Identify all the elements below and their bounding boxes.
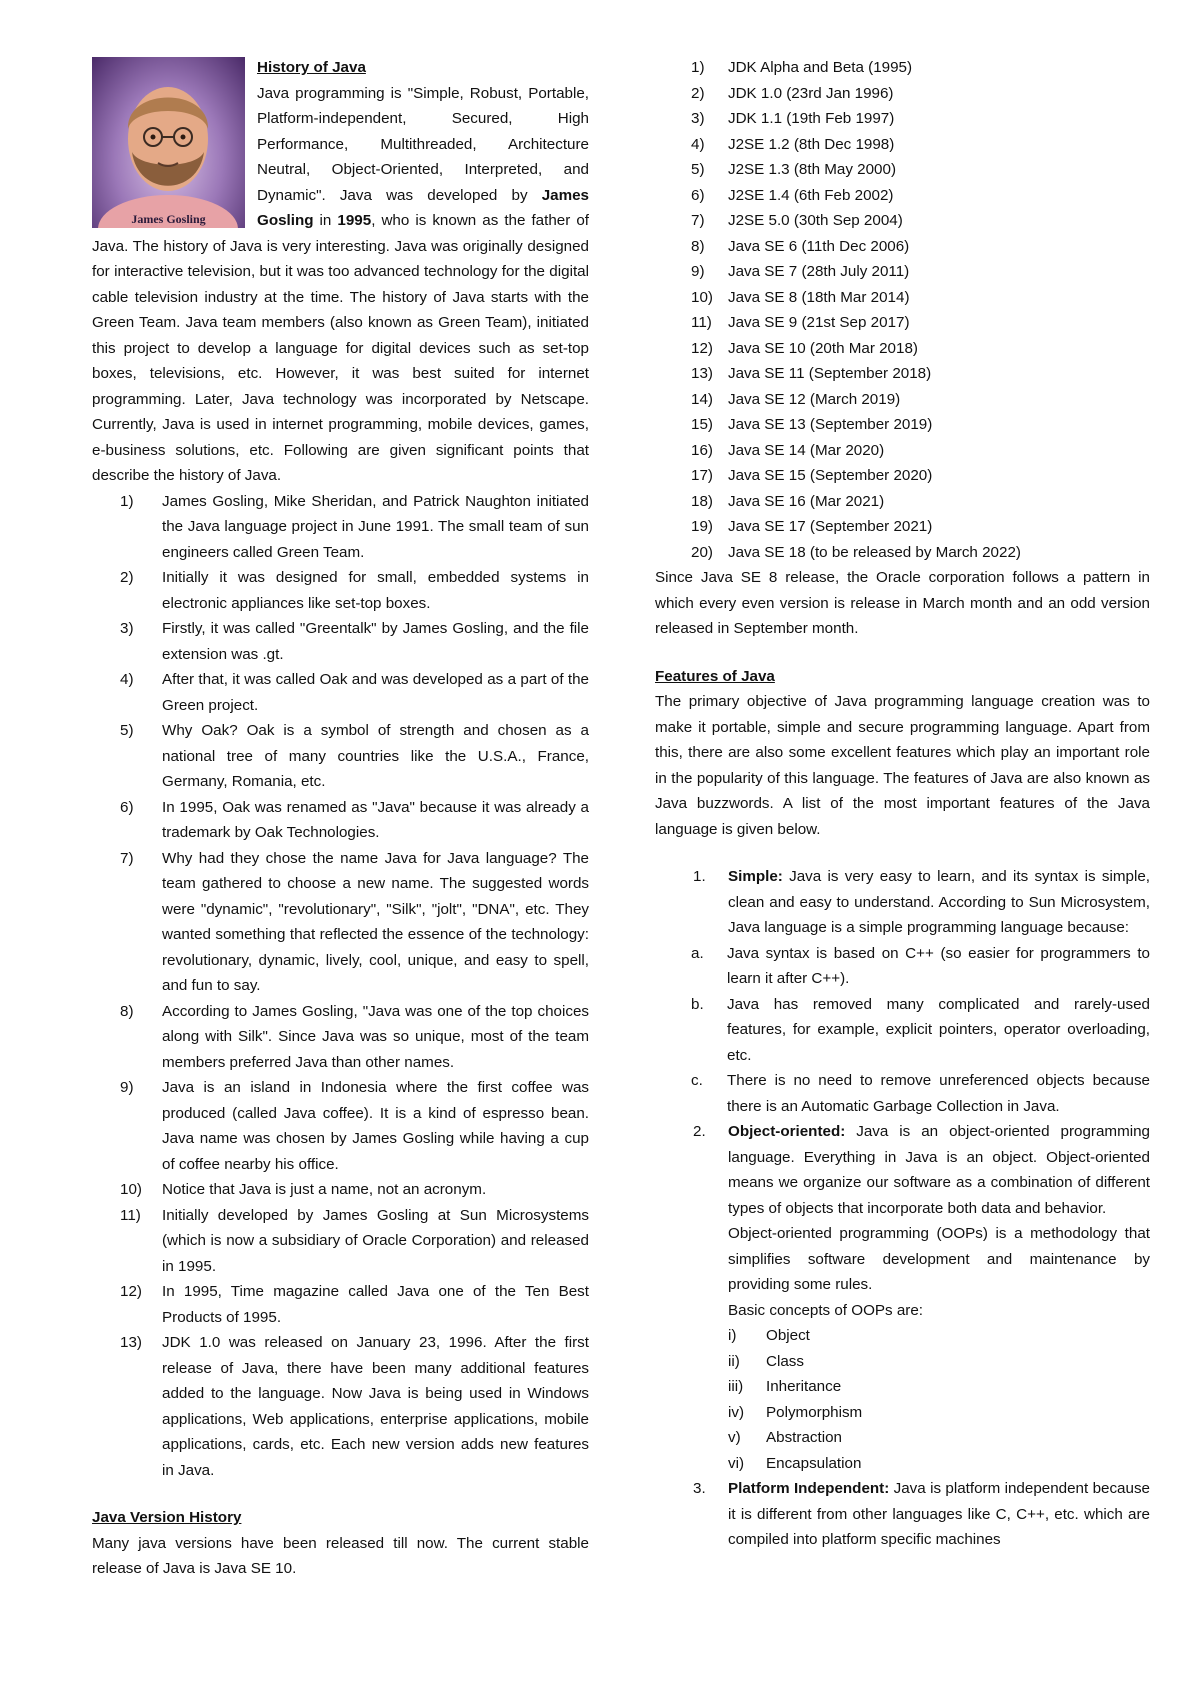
list-item: [92, 667, 589, 718]
feature-label: Simple:: [728, 868, 783, 885]
list-text: Polymorphism: [766, 1403, 863, 1421]
list-text: Java SE 13 (September 2019): [728, 416, 933, 433]
list-number: 9): [691, 263, 705, 280]
features-heading: Features of Java: [655, 667, 775, 685]
list-text: Java SE 11 (September 2018): [728, 365, 932, 382]
list-number: 4): [691, 135, 705, 153]
list-text: Inheritance: [766, 1378, 842, 1395]
list-text: Java syntax is based on C++ (so easier for programmers to learn it after C++).: [727, 944, 1150, 987]
list-number: ii): [728, 1352, 740, 1370]
list-text: Why had they chose the name Java for Java language? The team gathered to choose a new name. The suggested words were "dynamic", "revolutionary", "Silk", "jolt", "DNA", etc. They wanted something that reflected the essence of the technology: revolutionary, dynamic, lively, cool, unique, and easy to spell, and fun to say.: [162, 849, 589, 994]
oop-concepts-list: [728, 1323, 1150, 1476]
list-number: 16): [691, 441, 713, 459]
list-number: i): [728, 1327, 737, 1344]
list-text: Encapsulation: [766, 1454, 862, 1472]
list-item: [655, 540, 1150, 566]
list-number: 9): [120, 1079, 134, 1096]
list-number: 15): [691, 416, 713, 433]
list-text: Firstly, it was called "Greentalk" by James Gosling, and the file extension was .gt.: [162, 620, 589, 663]
feature-text: Java is an object-oriented programming language. Everything in Java is an object. Object-oriented means we organize our software as a combination of different types of objects that incorporate both data and behavior.: [728, 1123, 1150, 1217]
list-number: 1.: [693, 868, 706, 885]
list-item: [92, 718, 589, 795]
list-item: [655, 1068, 1150, 1119]
list-number: 3): [120, 620, 134, 637]
list-number: 7): [120, 849, 134, 867]
list-number: 8): [120, 1002, 134, 1020]
list-item: [655, 157, 1150, 183]
list-text: Initially developed by James Gosling at Sun Microsystems (which is now a subsidiary of Oracle Corporation) and released in 1995.: [162, 1206, 589, 1275]
list-text: Notice that Java is just a name, not an acronym.: [162, 1181, 487, 1198]
list-text: Java SE 6 (11th Dec 2006): [728, 237, 910, 255]
list-item: [655, 208, 1150, 234]
list-number: 6): [691, 186, 705, 204]
list-number: 8): [691, 237, 705, 255]
list-text: Java SE 15 (September 2020): [728, 467, 933, 484]
list-text: JDK 1.0 (23rd Jan 1996): [728, 84, 894, 102]
list-text: J2SE 5.0 (30th Sep 2004): [728, 212, 903, 229]
list-text: Java SE 12 (March 2019): [728, 390, 901, 408]
list-item: [728, 1400, 1150, 1426]
list-item: [655, 336, 1150, 362]
list-item: [92, 1075, 589, 1177]
list-number: 6): [120, 798, 134, 816]
list-item: [92, 1279, 589, 1330]
intro-bold-name: James Gosling: [257, 186, 589, 229]
list-number: v): [728, 1429, 741, 1446]
list-text: Why Oak? Oak is a symbol of strength and chosen as a national tree of many countries like the U.S.A., France, Germany, Romania, etc.: [162, 722, 589, 790]
list-item: [728, 1323, 1150, 1349]
list-number: 20): [691, 543, 713, 561]
list-number: c.: [691, 1072, 703, 1089]
list-item: [655, 132, 1150, 158]
intro-text-1: Java programming is "Simple, Robust, Portable, Platform-independent, Secured, High Performance, Multithreaded, Architecture Neutral, Object-Oriented, Interpreted, and Dynamic". Java was developed by: [257, 84, 589, 204]
list-text: JDK Alpha and Beta (1995): [728, 59, 913, 76]
list-text: Java SE 9 (21st Sep 2017): [728, 314, 910, 331]
version-list: [655, 55, 1150, 565]
list-text: James Gosling, Mike Sheridan, and Patrick Naughton initiated the Java language project in June 1991. The small team of sun engineers called Green Team.: [162, 492, 589, 561]
list-text: Abstraction: [766, 1429, 842, 1446]
list-text: Java SE 18 (to be released by March 2022): [728, 543, 1021, 561]
list-number: 4): [120, 671, 134, 688]
section-spacer: [655, 642, 1150, 664]
feature-simple: [655, 864, 1150, 1119]
list-item: [655, 438, 1150, 464]
list-text: Java has removed many complicated and rarely-used features, for example, explicit pointers, operator overloading, etc.: [727, 995, 1150, 1064]
portrait-caption: James Gosling: [131, 212, 206, 226]
list-number: 1): [120, 492, 134, 510]
list-item: [655, 81, 1150, 107]
history-points-list: [92, 489, 589, 1484]
intro-text-3: , who is known as the father of Java. The history of Java is very interesting. Java was originally designed for interactive television, but it was too advanced technology for the digital cable television industry at the time. The history of Java starts with the Green Team. Java team members (also known as Green Team), initiated this project to develop a language for digital devices such as set-top boxes, televisions, etc. However, it was best suited for internet programming. Later, Java technology was incorporated by Netscape. Currently, Java is used in internet programming, mobile devices, games, e-business solutions, etc. Following are given significant points that describe the history of Java.: [92, 212, 589, 484]
intro-bold-year: 1995: [337, 212, 372, 229]
version-history-heading: Java Version History: [92, 1509, 242, 1526]
list-item: [655, 992, 1150, 1069]
list-text: Class: [766, 1352, 804, 1370]
list-number: 2): [691, 84, 705, 102]
list-number: 11): [120, 1206, 141, 1224]
list-number: b.: [691, 995, 704, 1013]
list-item: [655, 514, 1150, 540]
intro-text-2: in: [313, 212, 338, 229]
list-number: 12): [120, 1283, 142, 1300]
history-intro: [92, 55, 589, 489]
list-number: 1): [691, 59, 705, 76]
section-spacer: [92, 1483, 589, 1505]
oop-methodology-text: Object-oriented programming (OOPs) is a methodology that simplifies software development and maintenance by providing some rules.: [728, 1225, 1150, 1293]
list-number: 5): [691, 161, 705, 178]
list-text: After that, it was called Oak and was developed as a part of the Green project.: [162, 671, 589, 714]
list-number: 3.: [693, 1480, 706, 1497]
list-number: 10): [691, 288, 713, 306]
list-item: [728, 1451, 1150, 1477]
list-item: [655, 941, 1150, 992]
right-column: [655, 55, 1150, 1553]
list-item: [655, 361, 1150, 387]
list-number: 14): [691, 390, 713, 408]
list-item: [655, 234, 1150, 260]
list-item: [728, 1425, 1150, 1451]
list-text: J2SE 1.4 (6th Feb 2002): [728, 186, 894, 204]
list-item: [92, 1203, 589, 1280]
list-item: [655, 106, 1150, 132]
list-item: [655, 310, 1150, 336]
oop-concepts-intro: Basic concepts of OOPs are:: [728, 1301, 923, 1319]
list-item: [92, 565, 589, 616]
list-item: [655, 55, 1150, 81]
history-heading: History of Java: [257, 59, 366, 76]
list-number: 11): [691, 314, 712, 331]
list-text: According to James Gosling, "Java was one of the top choices along with Silk". Since Java was so unique, most of the team members preferred Java than other names.: [162, 1002, 589, 1071]
portrait-illustration: [92, 57, 245, 228]
list-item: [655, 259, 1150, 285]
list-item: [92, 795, 589, 846]
list-number: 3): [691, 110, 705, 127]
list-text: Java is an island in Indonesia where the first coffee was produced (called Java coffee). It is a kind of espresso bean. Java name was chosen by James Gosling while having a cup of coffee nearby his office.: [162, 1079, 589, 1173]
list-text: Java SE 16 (Mar 2021): [728, 492, 885, 510]
list-text: In 1995, Time magazine called Java one of the Ten Best Products of 1995.: [162, 1283, 589, 1326]
version-history-intro: Many java versions have been released till now. The current stable release of Java is Java SE 10.: [92, 1534, 589, 1577]
left-column: [92, 55, 589, 1582]
list-number: 12): [691, 339, 713, 357]
feature-text: Java is very easy to learn, and its syntax is simple, clean and easy to understand. According to Sun Microsystem, Java language is a simple programming language because:: [728, 868, 1150, 936]
list-item: [655, 387, 1150, 413]
list-item: [92, 1177, 589, 1203]
list-text: Java SE 14 (Mar 2020): [728, 441, 885, 459]
list-text: Java SE 10 (20th Mar 2018): [728, 339, 918, 357]
list-number: 2): [120, 569, 134, 586]
list-item: [92, 1330, 589, 1483]
list-item: [655, 183, 1150, 209]
list-text: In 1995, Oak was renamed as "Java" because it was already a trademark by Oak Technologies.: [162, 798, 589, 841]
list-text: Initially it was designed for small, embedded systems in electronic appliances like set-top boxes.: [162, 569, 589, 612]
list-number: 10): [120, 1181, 142, 1198]
list-number: iii): [728, 1378, 744, 1395]
simple-subpoints: [655, 941, 1150, 1120]
list-text: JDK 1.0 was released on January 23, 1996. After the first release of Java, there have been many additional features added to the language. Now Java is being used in Windows applications, Web applications, enterprise applications, mobile applications, cards, etc. Each new version adds new features in Java.: [162, 1334, 589, 1479]
features-intro: The primary objective of Java programming language creation was to make it portable, simple and secure programming language. Apart from this, there are also some excellent features which play an important role in the popularity of this language. The features of Java are also known as Java buzzwords. A list of the most important features of the Java language is given below.: [655, 693, 1150, 838]
list-item: [655, 412, 1150, 438]
list-number: a.: [691, 944, 704, 962]
feature-label: Platform Independent:: [728, 1480, 890, 1497]
list-text: Java SE 17 (September 2021): [728, 518, 933, 535]
list-number: 2.: [693, 1123, 706, 1140]
list-item: [728, 1374, 1150, 1400]
list-number: 13): [120, 1334, 142, 1351]
list-item: [92, 846, 589, 999]
feature-platform-independent: [655, 1476, 1150, 1553]
list-text: JDK 1.1 (19th Feb 1997): [728, 110, 895, 127]
list-item: [728, 1349, 1150, 1375]
list-number: 5): [120, 722, 134, 739]
list-item: [655, 463, 1150, 489]
list-text: There is no need to remove unreferenced objects because there is an Automatic Garbage Collection in Java.: [727, 1072, 1150, 1115]
features-list: [655, 864, 1150, 1553]
list-number: 18): [691, 492, 713, 510]
list-item: [92, 999, 589, 1076]
list-text: Java SE 8 (18th Mar 2014): [728, 288, 910, 306]
feature-object-oriented: [655, 1119, 1150, 1476]
list-text: J2SE 1.2 (8th Dec 1998): [728, 135, 895, 153]
section-spacer: [655, 842, 1150, 864]
list-item: [92, 616, 589, 667]
list-number: iv): [728, 1403, 745, 1421]
list-number: 17): [691, 467, 713, 484]
list-text: J2SE 1.3 (8th May 2000): [728, 161, 896, 178]
list-item: [655, 489, 1150, 515]
list-item: [92, 489, 589, 566]
list-number: vi): [728, 1454, 745, 1472]
james-gosling-portrait: [92, 57, 245, 228]
list-item: [655, 285, 1150, 311]
list-text: Object: [766, 1327, 810, 1344]
feature-text: Java is platform independent because it is different from other languages like C, C++, etc. which are compiled into platform specific machines: [728, 1480, 1150, 1548]
list-number: 13): [691, 365, 713, 382]
feature-label: Object-oriented:: [728, 1123, 846, 1140]
release-pattern-note: Since Java SE 8 release, the Oracle corporation follows a pattern in which every even version is release in March month and an odd version released in September month.: [655, 569, 1150, 637]
list-number: 19): [691, 518, 713, 535]
list-number: 7): [691, 212, 705, 229]
list-text: Java SE 7 (28th July 2011): [728, 263, 910, 280]
